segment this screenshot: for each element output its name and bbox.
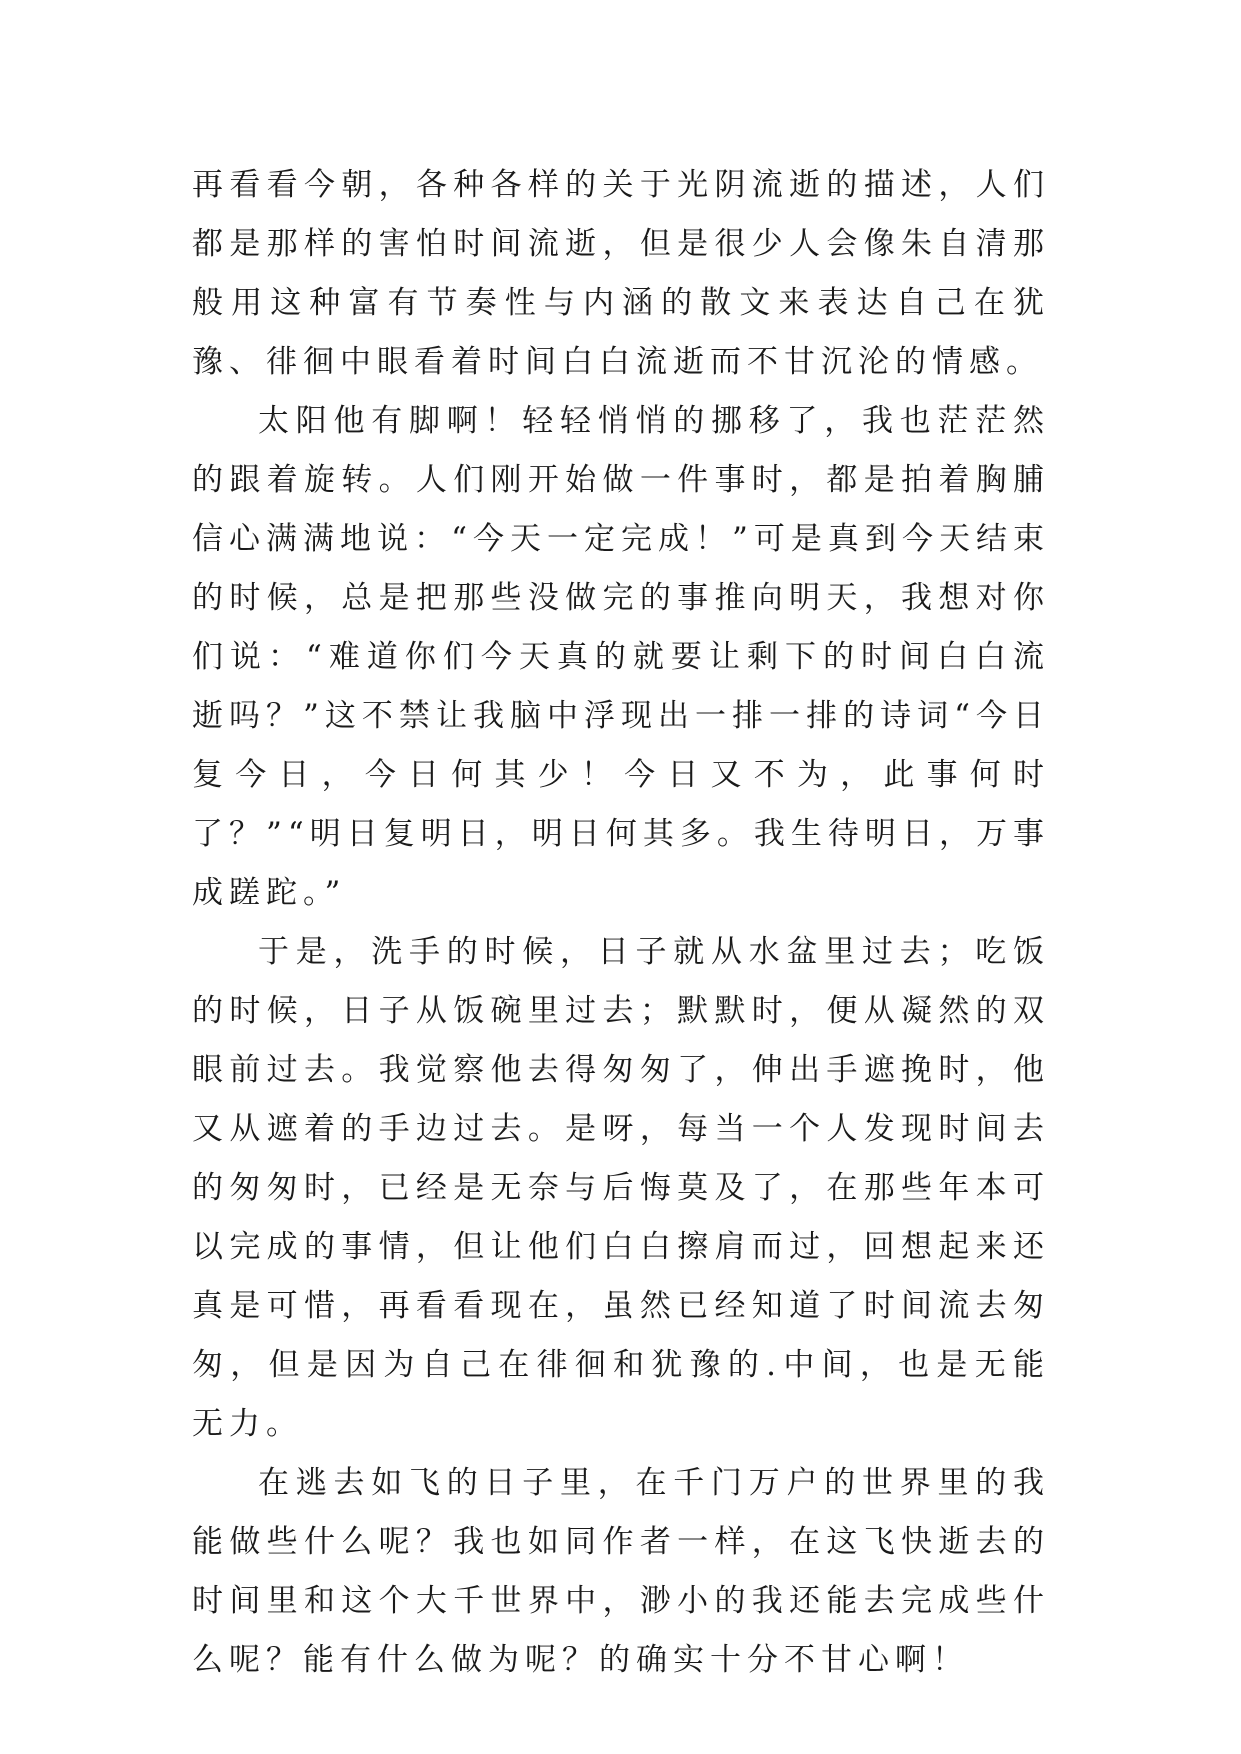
paragraph-4: 在逃去如飞的日子里，在千门万户的世界里的我能做些什么呢？我也如同作者一样，在这飞快逝去的时间里和这个大千世界中，渺小的我还能去完成些什么呢？能有什么做为呢？的确实十分不甘心啊！ xyxy=(192,1465,1050,1678)
paragraph-2: 太阳他有脚啊！轻轻悄悄的挪移了，我也茫茫然的跟着旋转。人们刚开始做一件事时，都是拍着胸脯信心满满地说：“今天一定完成！”可是真到今天结束的时候，总是把那些没做完的事推向明天，我想对你们说：“难道你们今天真的就要让剩下的时间白白流逝吗？”这不禁让我脑中浮现出一排一排的诗词“今日复今日，今日何其少！今日又不为，此事何时了？”“明日复明日，明日何其多。我生待明日，万事成蹉跎。” xyxy=(192,403,1050,911)
paragraph-1: 再看看今朝，各种各样的关于光阴流逝的描述，人们都是那样的害怕时间流逝，但是很少人会像朱自清那般用这种富有节奏性与内涵的散文来表达自己在犹豫、徘徊中眼看着时间白白流逝而不甘沉沦的情感。 xyxy=(192,167,1050,380)
document-body xyxy=(192,156,1050,1690)
paragraph-3: 于是，洗手的时候，日子就从水盆里过去；吃饭的时候，日子从饭碗里过去；默默时，便从凝然的双眼前过去。我觉察他去得匆匆了，伸出手遮挽时，他又从遮着的手边过去。是呀，每当一个人发现时间去的匆匆时，已经是无奈与后悔莫及了，在那些年本可以完成的事情，但让他们白白擦肩而过，回想起来还真是可惜，再看看现在，虽然已经知道了时间流去匆匆，但是因为自己在徘徊和犹豫的.中间，也是无能无力。 xyxy=(192,934,1050,1442)
